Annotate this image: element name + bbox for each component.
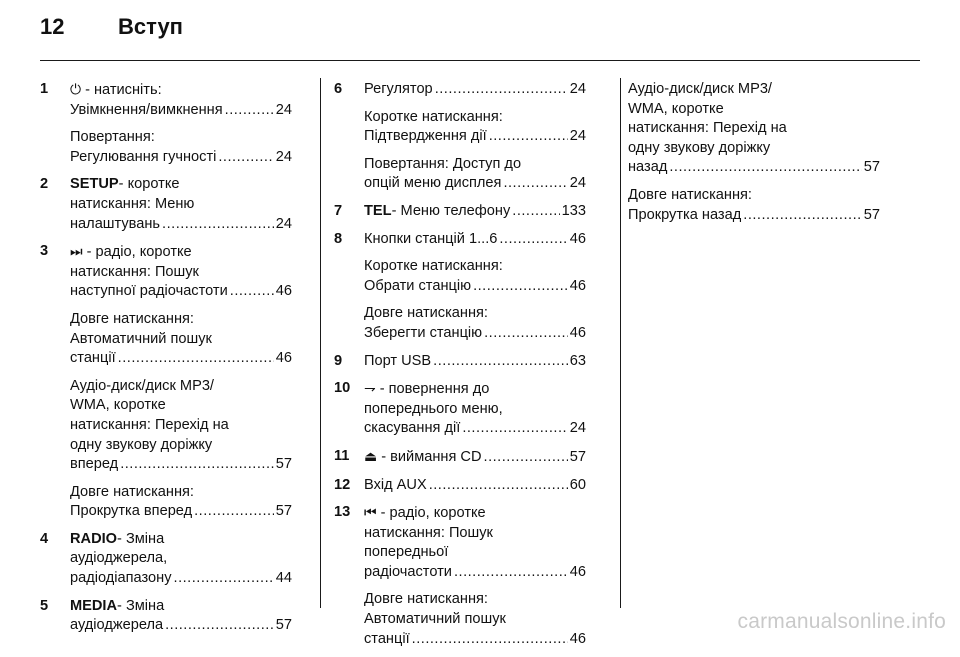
page-ref: 46 <box>569 277 586 294</box>
page-ref: 57 <box>569 448 586 465</box>
list-item: 5 MEDIA - Зміна аудіоджерела ..... 57 <box>40 597 292 636</box>
page-ref: 24 <box>275 101 292 118</box>
page-ref: 46 <box>275 350 292 367</box>
header-rule <box>40 60 920 61</box>
item-number: 6 <box>334 81 343 97</box>
column-divider <box>320 78 321 608</box>
page-ref: 57 <box>275 456 292 473</box>
column-2 <box>334 80 586 657</box>
back-icon: ⇁ <box>364 380 376 397</box>
item-number: 7 <box>334 202 343 219</box>
list-item: Довге натискання: Прокрутка назад ..... 57 <box>628 186 880 225</box>
list-item: 12 Вхід AUX ..... 60 <box>334 476 586 496</box>
item-number: 11 <box>334 447 350 464</box>
item-number: 9 <box>334 352 343 369</box>
page-number: 12 <box>40 14 65 39</box>
item-number: 5 <box>40 597 49 614</box>
page-ref: 44 <box>275 570 292 587</box>
list-item: Аудіо-диск/диск MP3/ WMA, коротке натискання: Перехід на одну звукову доріжку назад ..... 57 <box>628 80 880 178</box>
page-title: Вступ <box>118 14 183 39</box>
page-ref: 46 <box>569 563 586 580</box>
previous-track-icon: ⏮ <box>364 504 377 521</box>
page-ref: 24 <box>569 420 586 437</box>
list-item: Аудіо-диск/диск MP3/ WMA, коротке натискання: Перехід на одну звукову доріжку вперед ..... 57 <box>40 377 292 475</box>
page-ref: 24 <box>275 215 292 232</box>
list-item: 2 SETUP - коротке натискання: Меню налаштувань ..... 24 <box>40 175 292 234</box>
button-name: MEDIA <box>70 597 118 614</box>
watermark: carmanualsonline.info <box>737 610 946 633</box>
list-item: Довге натискання: Автоматичний пошук станції ..... 46 <box>334 590 586 649</box>
item-number: 3 <box>40 243 49 260</box>
item-number: 4 <box>40 530 49 547</box>
page-ref: 60 <box>569 476 586 493</box>
page-ref: 46 <box>275 283 292 300</box>
button-name: RADIO <box>70 530 118 547</box>
list-item: 11 ⏏ - виймання CD ..... 57 <box>334 447 586 468</box>
next-track-icon: ⏭ <box>70 243 83 260</box>
list-item: 13 ⏮ - радіо, коротке натискання: Пошук попередньої радіочастоти ..... 46 <box>334 503 586 582</box>
list-item: 8 Кнопки станцій 1...6 ..... 46 <box>334 230 586 250</box>
list-item: Повертання: Доступ до опцій меню дисплея ..... 24 <box>334 155 586 194</box>
list-item: 6 Регулятор ..... 24 <box>334 80 586 100</box>
column-1 <box>40 80 292 644</box>
list-item: Коротке натискання: Обрати станцію ..... 46 <box>334 257 586 296</box>
list-item: Довге натискання: Прокрутка вперед ..... 57 <box>40 483 292 522</box>
column-divider <box>620 78 621 608</box>
item-number: 8 <box>334 230 343 247</box>
item-number: 10 <box>334 380 351 397</box>
list-item: 3 ⏭ - радіо, коротке натискання: Пошук наступної радіочастоти ..... 46 <box>40 242 292 302</box>
list-item: Довге натискання: Автоматичний пошук станції ..... 46 <box>40 310 292 369</box>
list-item: 9 Порт USB ..... 63 <box>334 352 586 372</box>
list-item: 7 TEL - Меню телефону ..... 133 <box>334 202 586 222</box>
item-number: 1 <box>40 81 49 97</box>
page-ref: 24 <box>569 175 586 192</box>
list-item: Повертання: Регулювання гучності ..... 24 <box>40 128 292 167</box>
page-ref: 57 <box>863 159 880 176</box>
page-ref: 46 <box>569 230 586 247</box>
page-ref: 24 <box>569 81 586 97</box>
page-ref: 63 <box>569 352 586 369</box>
column-3 <box>628 80 880 233</box>
item-number: 12 <box>334 476 351 493</box>
page-ref: 46 <box>569 324 586 341</box>
button-name: SETUP <box>70 176 119 193</box>
page-ref: 24 <box>569 128 586 145</box>
page-ref: 57 <box>863 206 880 223</box>
list-item: 1 ⏻ - натисніть: Увімкнення/вимкнення ..... 24 <box>40 80 292 120</box>
item-number: 2 <box>40 176 49 193</box>
list-item: 10 ⇁ - повернення до попереднього меню, скасування дії ..... 24 <box>334 379 586 439</box>
eject-icon: ⏏ <box>364 447 378 464</box>
list-item: Довге натискання: Зберегти станцію ..... 46 <box>334 304 586 343</box>
list-item: Коротке натискання: Підтвердження дії ..... 24 <box>334 108 586 147</box>
page-ref: 46 <box>569 630 586 647</box>
page-ref: 133 <box>561 202 586 219</box>
power-icon: ⏻ <box>70 81 82 97</box>
button-name: TEL <box>364 202 392 219</box>
item-number: 13 <box>334 504 351 521</box>
list-item: 4 RADIO - Зміна аудіоджерела, радіодіапазону ..... 44 <box>40 530 292 589</box>
page-ref: 24 <box>275 148 292 165</box>
page-ref: 57 <box>275 617 292 634</box>
page-ref: 57 <box>275 503 292 520</box>
